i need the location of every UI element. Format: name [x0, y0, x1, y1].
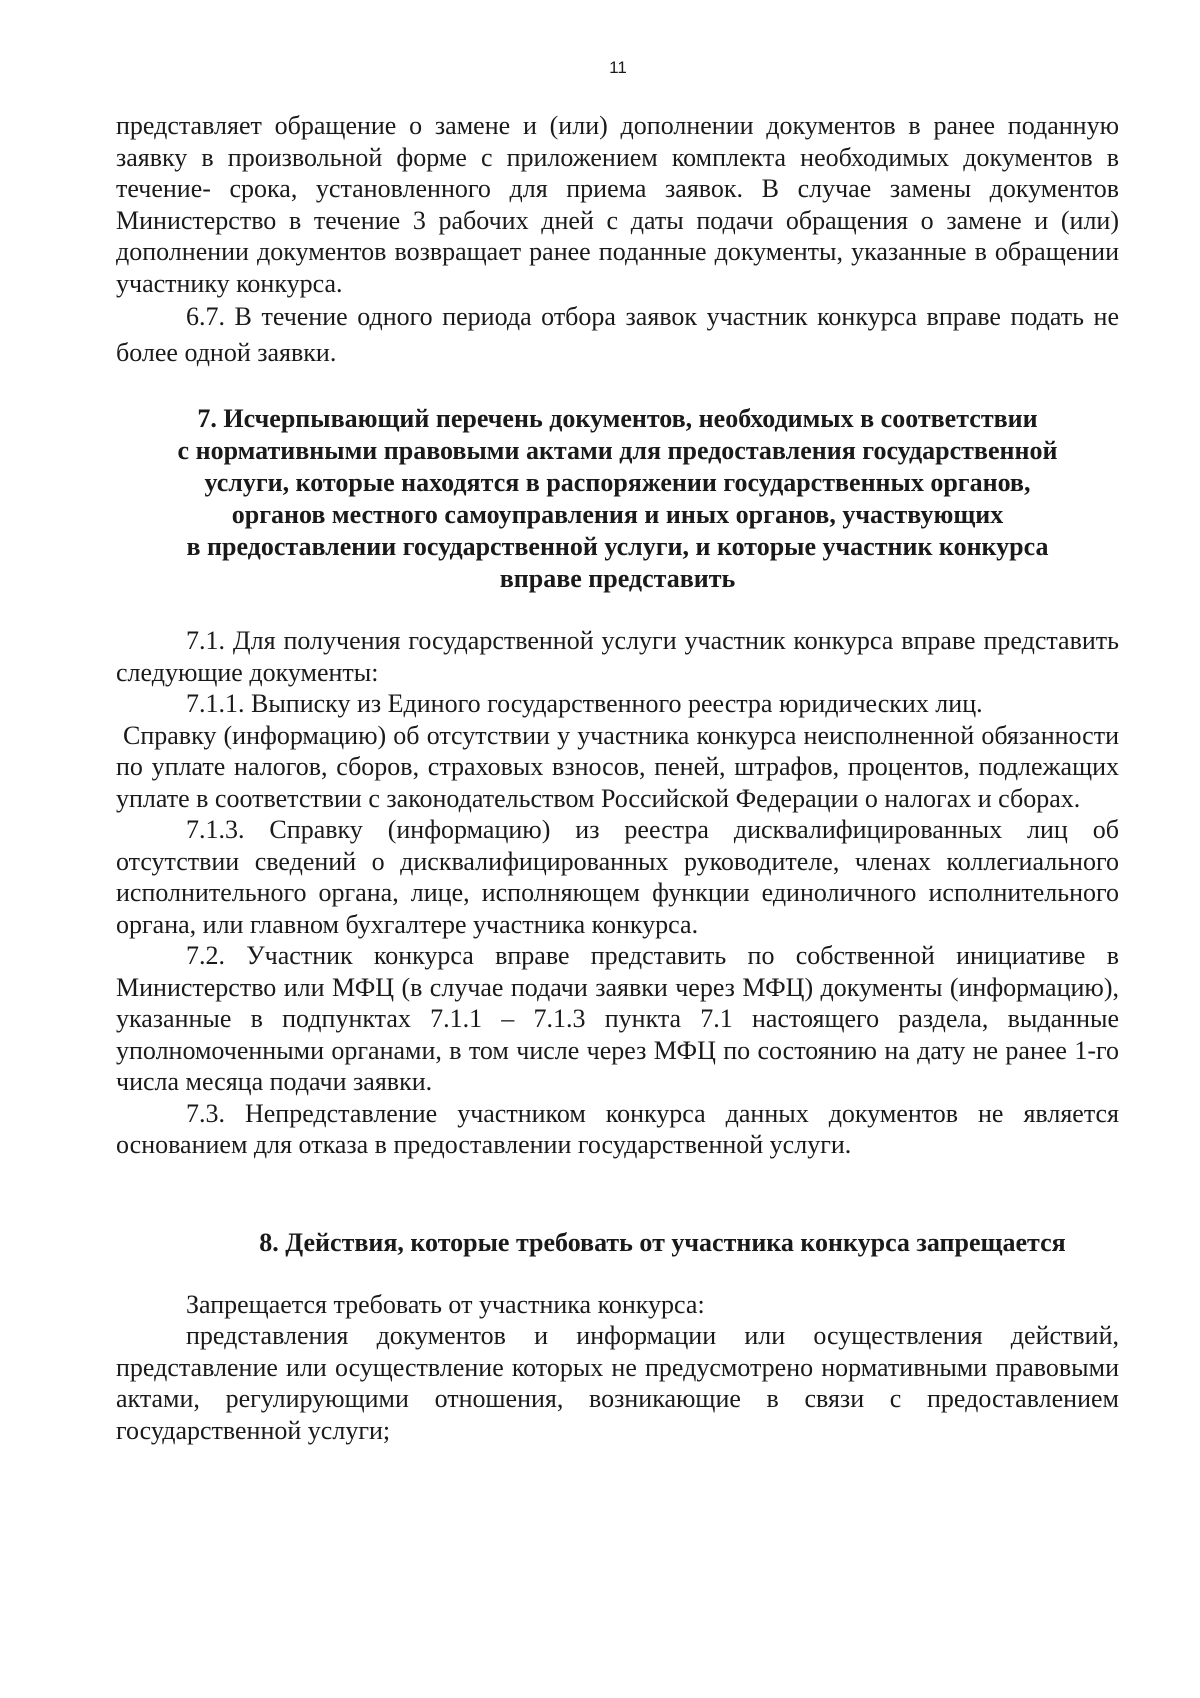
page-number: 11	[609, 58, 627, 77]
paragraph-7-3: 7.3. Непредставление участником конкурса данных документов не является основанием для отказа в предоставлении государственной услуги.	[116, 1098, 1119, 1159]
paragraph-7-1-2: Справку (информацию) об отсутствии у участника конкурса неисполненной обязанности по уплате налогов, сборов, страховых взносов, пеней, штрафов, процентов, подлежащих уплате в соответствии с законодательством Российской Федерации о налогах и сборах.	[116, 720, 1119, 813]
paragraph-7-2: 7.2. Участник конкурса вправе представить по собственной инициативе в Министерство или МФЦ (в случае подачи заявки через МФЦ) документы (информацию), указанные в подпунктах 7.1.1 – 7.1.3 пункта 7.1 настоящего раздела, выданные уполномоченными органами, в том числе через МФЦ по состоянию на дату не ранее 1-го числа месяца подачи заявки.	[116, 941, 1119, 1096]
paragraph-8-item: представления документов и информации или осуществления действий, представление или осуществление которых не предусмотрено нормативными правовыми актами, регулирующими отношения, возникающие в связи с предоставлением государственной услуги;	[116, 1321, 1119, 1445]
document-body	[116, 110, 1119, 1446]
section-7-heading-line: 7. Исчерпывающий перечень документов, необходимых в соответствии	[197, 404, 1038, 433]
paragraph-7-1-1: 7.1.1. Выписку из Единого государственного реестра юридических лиц.	[186, 689, 983, 718]
paragraph-7-1: 7.1. Для получения государственной услуги участник конкурса вправе представить следующие документы:	[116, 626, 1119, 687]
paragraph-8-intro: Запрещается требовать от участника конкурса:	[186, 1289, 705, 1319]
section-7-heading-line: органов местного самоуправления и иных органов, участвующих	[231, 500, 1004, 529]
paragraph-6-7: 6.7. В течение одного периода отбора заявок участник конкурса вправе подать не более одной заявки.	[116, 302, 1119, 367]
section-7-heading-line: с нормативными правовыми актами для предоставления государственной	[177, 436, 1058, 465]
section-7-heading-line: вправе представить	[499, 564, 736, 593]
section-7-heading-line: в предоставлении государственной услуги, и которые участник конкурса	[186, 532, 1049, 561]
paragraph-continuation: представляет обращение о замене и (или) дополнении документов в ранее поданную заявку в произвольной форме с приложением комплекта необходимых документов в течение- срока, установленного для приема заявок. В случае замены документов Министерство в течение 3 рабочих дней с даты подачи обращения о замене и (или) дополнении документов возвращает ранее поданные документы, указанные в обращении участнику конкурса.	[116, 111, 1119, 298]
paragraph-7-1-3: 7.1.3. Справку (информацию) из реестра дисквалифицированных лиц об отсутствии сведений о дисквалифицированных руководителе, членах коллегиального исполнительного органа, лице, исполняющем функции единоличного исполнительного органа, или главном бухгалтере участника конкурса.	[116, 815, 1119, 939]
section-8-heading: 8. Действия, которые требовать от участника конкурса запрещается	[259, 1227, 1066, 1257]
section-7-heading	[116, 403, 1119, 595]
section-7-heading-line: услуги, которые находятся в распоряжении государственных органов,	[204, 468, 1031, 497]
